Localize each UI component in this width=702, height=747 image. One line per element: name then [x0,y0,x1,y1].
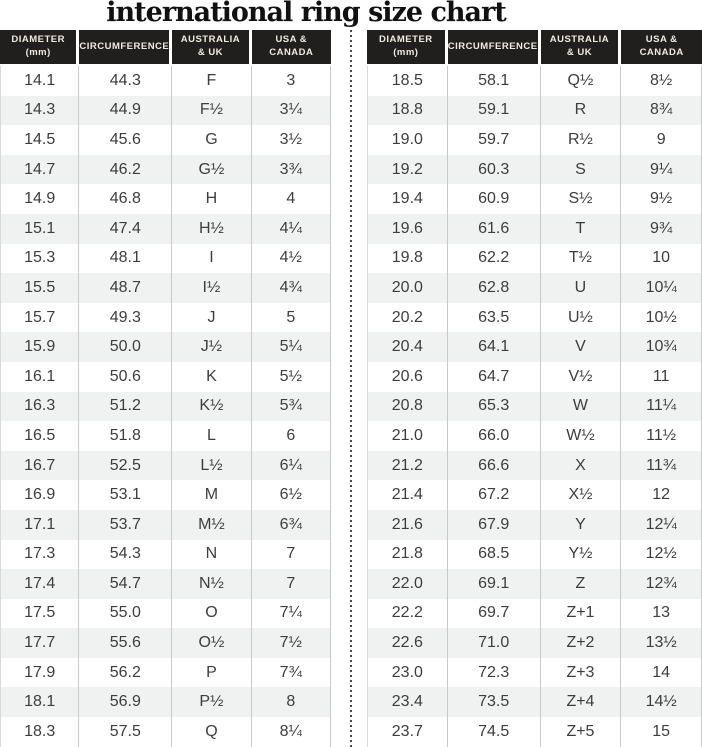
column-header-circumference [448,30,541,66]
table-cell: R½ [541,125,622,155]
table-cell: 23.4 [367,687,448,717]
table-cell: 57.5 [79,717,172,747]
table-cell: 6¾ [252,510,331,540]
table-cell: S½ [541,184,622,214]
table-cell: 55.0 [79,599,172,629]
table-cell: 48.7 [79,273,172,303]
table-cell: 56.2 [79,658,172,688]
table-cell: 15 [621,717,702,747]
table-cell: 44.3 [79,66,172,96]
table-cell: 47.4 [79,214,172,244]
table-cell: K½ [172,392,251,422]
column-header-label: CIRCUMFERENCE [447,40,538,52]
table-cell: M [172,480,251,510]
table-cell: 9 [621,125,702,155]
table-cell: F [172,66,251,96]
table-cell: 54.7 [79,569,172,599]
table-cell: 17.3 [0,540,79,570]
table-cell: W½ [541,421,622,451]
table-cell: 12½ [621,540,702,570]
table-cell: 14½ [621,687,702,717]
table-cell: 12 [621,480,702,510]
table-cell: 20.0 [367,273,448,303]
table-cell: Q½ [541,66,622,96]
table-cell: 18.3 [0,717,79,747]
table-cell: 62.2 [448,244,541,274]
table-cell: 12¼ [621,510,702,540]
table-cell: 3¾ [252,155,331,185]
table-cell: 50.6 [79,362,172,392]
table-cell: 63.5 [448,303,541,333]
table-cell: I½ [172,273,251,303]
column-header-label: DIAMETER [379,34,433,46]
table-cell: 21.2 [367,451,448,481]
table-cell: 3½ [252,125,331,155]
column-header-sublabel: & UK [566,47,593,58]
ring-size-table-right [367,30,702,747]
table-cell: 50.0 [79,332,172,362]
table-cell: 10¼ [621,273,702,303]
column-header-diameter [367,30,448,66]
table-cell: Q [172,717,251,747]
table-cell: 64.7 [448,362,541,392]
table-cell: 69.1 [448,569,541,599]
table-cell: 7½ [252,628,331,658]
table-cell: 20.2 [367,303,448,333]
table-cell: 19.6 [367,214,448,244]
table-cell: 23.0 [367,658,448,688]
table-cell: J [172,303,251,333]
table-cell: 62.8 [448,273,541,303]
column-header-label: DIAMETER [11,34,65,46]
table-cell: 7¼ [252,599,331,629]
table-cell: 7 [252,569,331,599]
column-header-sublabel: CANADA [269,47,314,58]
table-cell: Z+1 [541,599,622,629]
table-cell: 66.0 [448,421,541,451]
table-cell: 18.8 [367,96,448,126]
table-cell: T½ [541,244,622,274]
table-cell: 61.6 [448,214,541,244]
table-cell: 68.5 [448,540,541,570]
table-cell: 6¼ [252,451,331,481]
column-header-sublabel: & UK [197,47,224,58]
table-cell: 14.3 [0,96,79,126]
table-cell: 8 [252,687,331,717]
table-cell: 9¼ [621,155,702,185]
table-cell: 14.7 [0,155,79,185]
table-cell: 11¼ [621,392,702,422]
table-cell: Z [541,569,622,599]
table-cell: 17.1 [0,510,79,540]
table-cell: O½ [172,628,251,658]
table-cell: 15.3 [0,244,79,274]
table-cell: 49.3 [79,303,172,333]
table-cell: 45.6 [79,125,172,155]
table-cell: T [541,214,622,244]
table-cell: 4¼ [252,214,331,244]
table-cell: S [541,155,622,185]
table-cell: U½ [541,303,622,333]
table-cell: 51.2 [79,392,172,422]
table-cell: 71.0 [448,628,541,658]
column-header-usa-canada [252,30,331,66]
table-cell: Z+5 [541,717,622,747]
table-cell: 66.6 [448,451,541,481]
table-cell: X½ [541,480,622,510]
table-cell: 16.3 [0,392,79,422]
table-cell: 16.9 [0,480,79,510]
column-header-label: CIRCUMFERENCE [79,40,170,52]
table-cell: 9½ [621,184,702,214]
table-cell: 22.6 [367,628,448,658]
table-cell: 22.0 [367,569,448,599]
table-cell: 14.5 [0,125,79,155]
table-cell: 11½ [621,421,702,451]
table-cell: 17.5 [0,599,79,629]
table-cell: 60.9 [448,184,541,214]
column-header-label: USA & [275,34,308,46]
table-cell: 8¼ [252,717,331,747]
table-cell: I [172,244,251,274]
table-cell: 13 [621,599,702,629]
table-cell: 10 [621,244,702,274]
table-cell: 23.7 [367,717,448,747]
table-cell: 53.1 [79,480,172,510]
table-cell: N [172,540,251,570]
table-cell: 58.1 [448,66,541,96]
table-cell: 56.9 [79,687,172,717]
table-cell: Z+2 [541,628,622,658]
table-cell: 11 [621,362,702,392]
table-cell: 69.7 [448,599,541,629]
table-cell: 4 [252,184,331,214]
ring-size-table-left [0,30,331,747]
table-cell: 54.3 [79,540,172,570]
table-cell: X [541,451,622,481]
column-header-label: AUSTRALIA [549,34,610,46]
table-cell: 15.1 [0,214,79,244]
column-header-sublabel: (mm) [393,47,419,58]
column-header-sublabel: (mm) [25,47,51,58]
table-cell: 52.5 [79,451,172,481]
table-cell: 17.9 [0,658,79,688]
dotted-divider [350,30,352,747]
column-header-australia-uk [172,30,251,66]
table-cell: 20.8 [367,392,448,422]
table-cell: N½ [172,569,251,599]
table-cell: 18.5 [367,66,448,96]
table-cell: 16.1 [0,362,79,392]
table-cell: 55.6 [79,628,172,658]
table-cell: 20.6 [367,362,448,392]
table-cell: V½ [541,362,622,392]
column-header-sublabel: CANADA [639,47,684,58]
table-cell: 15.5 [0,273,79,303]
table-cell: O [172,599,251,629]
table-cell: 60.3 [448,155,541,185]
table-cell: 19.0 [367,125,448,155]
table-cell: L [172,421,251,451]
table-cell: F½ [172,96,251,126]
table-cell: 21.8 [367,540,448,570]
table-cell: Z+3 [541,658,622,688]
table-cell: 6 [252,421,331,451]
table-cell: 10½ [621,303,702,333]
table-cell: 17.4 [0,569,79,599]
table-cell: R [541,96,622,126]
table-cell: 5 [252,303,331,333]
table-cell: 18.1 [0,687,79,717]
table-cell: 15.9 [0,332,79,362]
table-cell: 3¼ [252,96,331,126]
table-cell: 19.4 [367,184,448,214]
table-cell: 74.5 [448,717,541,747]
table-cell: 14 [621,658,702,688]
table-cell: P½ [172,687,251,717]
column-header-label: USA & [645,34,678,46]
table-cell: 12¾ [621,569,702,599]
table-cell: Z+4 [541,687,622,717]
table-cell: 10¾ [621,332,702,362]
table-cell: 59.7 [448,125,541,155]
table-cell: 13½ [621,628,702,658]
table-cell: 6½ [252,480,331,510]
table-cell: 7 [252,540,331,570]
table-cell: H [172,184,251,214]
column-header-australia-uk [541,30,622,66]
table-cell: K [172,362,251,392]
column-header-usa-canada [621,30,702,66]
table-cell: 59.1 [448,96,541,126]
table-cell: 64.1 [448,332,541,362]
table-cell: 17.7 [0,628,79,658]
table-cell: U [541,273,622,303]
table-cell: 4½ [252,244,331,274]
table-cell: 14.9 [0,184,79,214]
table-cell: 67.9 [448,510,541,540]
table-cell: 4¾ [252,273,331,303]
table-cell: 16.7 [0,451,79,481]
table-cell: 5¾ [252,392,331,422]
table-cell: W [541,392,622,422]
table-cell: 46.8 [79,184,172,214]
table-cell: 44.9 [79,96,172,126]
table-cell: G [172,125,251,155]
table-cell: L½ [172,451,251,481]
table-cell: 5½ [252,362,331,392]
table-cell: 11¾ [621,451,702,481]
table-cell: G½ [172,155,251,185]
table-cell: 67.2 [448,480,541,510]
table-cell: Y [541,510,622,540]
table-cell: 20.4 [367,332,448,362]
table-cell: 15.7 [0,303,79,333]
table-cell: 53.7 [79,510,172,540]
table-cell: 46.2 [79,155,172,185]
table-cell: 8½ [621,66,702,96]
table-cell: P [172,658,251,688]
table-cell: 72.3 [448,658,541,688]
table-cell: 19.8 [367,244,448,274]
table-cell: 3 [252,66,331,96]
column-header-label: AUSTRALIA [180,34,241,46]
table-cell: 14.1 [0,66,79,96]
table-cell: H½ [172,214,251,244]
table-cell: J½ [172,332,251,362]
table-cell: 51.8 [79,421,172,451]
table-cell: 8¾ [621,96,702,126]
table-cell: 73.5 [448,687,541,717]
table-cell: 21.6 [367,510,448,540]
table-cell: 21.0 [367,421,448,451]
table-cell: Y½ [541,540,622,570]
table-cell: 19.2 [367,155,448,185]
column-header-circumference [79,30,172,66]
column-header-diameter [0,30,79,66]
table-cell: 65.3 [448,392,541,422]
page-title: international ring size chart [106,0,506,28]
table-cell: 7¾ [252,658,331,688]
table-cell: V [541,332,622,362]
table-cell: 5¼ [252,332,331,362]
table-cell: 48.1 [79,244,172,274]
table-cell: 9¾ [621,214,702,244]
table-cell: 21.4 [367,480,448,510]
table-cell: 22.2 [367,599,448,629]
table-cell: 16.5 [0,421,79,451]
table-cell: M½ [172,510,251,540]
